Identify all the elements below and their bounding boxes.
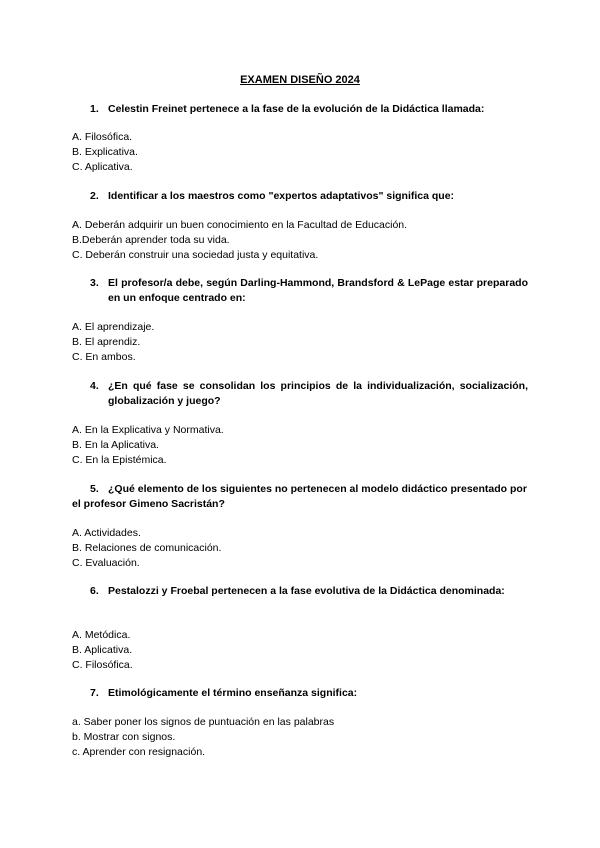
question-7 [72,686,528,701]
question-text: Pestalozzi y Froebal pertenecen a la fase evolutiva de la Didáctica denominada: [108,585,505,597]
option: C. En la Epistémica. [72,454,167,466]
option: A. Filosófica. [72,131,133,143]
option: B. Aplicativa. [72,644,133,656]
question-number: 4. [90,380,99,392]
option: C. Deberán construir una sociedad justa y equitativa. [72,249,319,261]
question-number: 2. [90,190,99,202]
question-text: El profesor/a debe, según Darling-Hammond, Brandsford & LePage estar preparado en un enfoque centrado en: [108,277,528,304]
question-text: ¿En qué fase se consolidan los principios de la individualización, socialización, globalización y juego? [108,380,528,407]
option: C. En ambos. [72,351,136,363]
option: A. Deberán adquirir un buen conocimiento en la Facultad de Educación. [72,219,408,231]
option: C. Aplicativa. [72,161,133,173]
option: C. Evaluación. [72,557,140,569]
option: B. Explicativa. [72,146,138,158]
question-1 [72,102,528,117]
option: A. Metódica. [72,629,131,641]
question-number: 7. [90,687,99,699]
question-3 [72,276,528,306]
option: B. Relaciones de comunicación. [72,542,222,554]
option: C. Filosófica. [72,659,133,671]
option: A. El aprendizaje. [72,321,155,333]
question-number: 5. [90,483,99,495]
question-number: 6. [90,585,99,597]
option: A. Actividades. [72,527,141,539]
option: B.Deberán aprender toda su vida. [72,234,230,246]
option: b. Mostrar con signos. [72,731,176,743]
question-number: 1. [90,103,99,115]
option: c. Aprender con resignación. [72,746,206,758]
question-number: 3. [90,277,99,289]
question-text: Etimológicamente el término enseñanza significa: [108,687,358,699]
question-2 [72,189,528,204]
option: A. En la Explicativa y Normativa. [72,424,224,436]
exam-title: EXAMEN DISEÑO 2024 [240,74,360,86]
option: B. En la Aplicativa. [72,439,159,451]
option: B. El aprendiz. [72,336,141,348]
question-text: Celestin Freinet pertenece a la fase de la evolución de la Didáctica llamada: [108,103,485,115]
option: a. Saber poner los signos de puntuación en las palabras [72,716,335,728]
question-text: Identificar a los maestros como "expertos adaptativos" significa que: [108,190,455,202]
question-5 [72,482,528,512]
question-4 [72,379,528,409]
question-text: ¿Qué elemento de los siguientes no pertenecen al modelo didáctico presentado por el profesor Gimeno Sacristán? [72,483,527,510]
question-6 [72,584,528,599]
